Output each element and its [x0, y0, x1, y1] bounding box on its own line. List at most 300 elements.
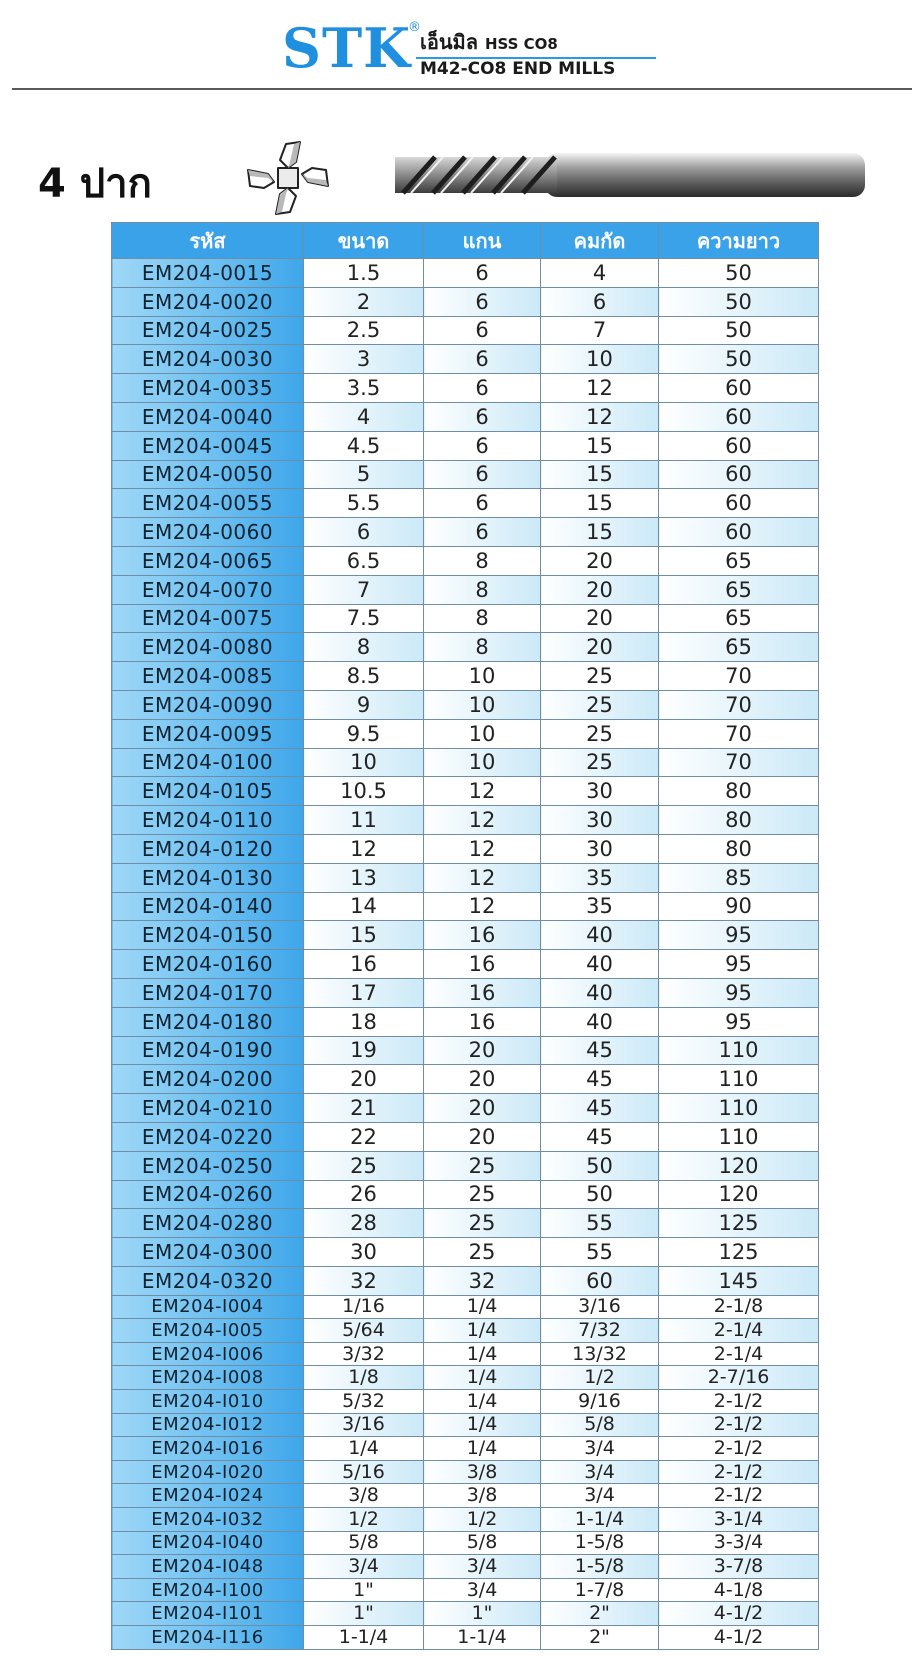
cell-flute-length: 20	[541, 604, 659, 633]
cell-flute-length: 12	[541, 374, 659, 403]
cell-shank: 12	[424, 806, 541, 835]
cell-overall-length: 95	[659, 921, 819, 950]
cell-flute-length: 3/4	[541, 1484, 659, 1508]
cell-code: EM204-0160	[112, 950, 304, 979]
cell-overall-length: 110	[659, 1036, 819, 1065]
cell-shank: 12	[424, 863, 541, 892]
cell-code: EM204-I032	[112, 1508, 304, 1532]
cell-shank: 3/8	[424, 1460, 541, 1484]
table-row	[112, 806, 819, 835]
cell-code: EM204-I012	[112, 1413, 304, 1437]
cell-code: EM204-0050	[112, 460, 304, 489]
cell-overall-length: 70	[659, 719, 819, 748]
cell-flute-length: 45	[541, 1094, 659, 1123]
cell-code: EM204-I048	[112, 1555, 304, 1579]
cell-shank: 32	[424, 1266, 541, 1295]
cell-overall-length: 2-7/16	[659, 1366, 819, 1390]
table-row	[112, 1266, 819, 1295]
table-row	[112, 1484, 819, 1508]
cell-code: EM204-0070	[112, 575, 304, 604]
cell-overall-length: 125	[659, 1209, 819, 1238]
cell-overall-length: 2-1/8	[659, 1295, 819, 1319]
cell-shank: 25	[424, 1238, 541, 1267]
cell-size: 3.5	[304, 374, 424, 403]
cell-flute-length: 1-5/8	[541, 1555, 659, 1579]
cell-code: EM204-0020	[112, 287, 304, 316]
cell-shank: 16	[424, 921, 541, 950]
end-mill-spec-table	[111, 222, 819, 1650]
cell-shank: 3/8	[424, 1484, 541, 1508]
table-row	[112, 1295, 819, 1319]
cell-flute-length: 15	[541, 518, 659, 547]
cell-overall-length: 120	[659, 1180, 819, 1209]
cell-size: 14	[304, 892, 424, 921]
end-mill-cross-section-icon	[238, 138, 338, 218]
cell-flute-length: 7/32	[541, 1319, 659, 1343]
cell-flute-length: 20	[541, 575, 659, 604]
cell-overall-length: 80	[659, 777, 819, 806]
cell-size: 7	[304, 575, 424, 604]
cell-size: 28	[304, 1209, 424, 1238]
cell-overall-length: 90	[659, 892, 819, 921]
cell-flute-length: 25	[541, 690, 659, 719]
cell-flute-length: 2"	[541, 1602, 659, 1626]
table-row	[112, 950, 819, 979]
cell-shank: 10	[424, 690, 541, 719]
table-row	[112, 431, 819, 460]
cell-code: EM204-0190	[112, 1036, 304, 1065]
table-row	[112, 1578, 819, 1602]
table-row	[112, 662, 819, 691]
cell-code: EM204-0170	[112, 978, 304, 1007]
cell-code: EM204-0100	[112, 748, 304, 777]
cell-code: EM204-0060	[112, 518, 304, 547]
cell-flute-length: 25	[541, 719, 659, 748]
cell-shank: 1/4	[424, 1390, 541, 1414]
cell-code: EM204-0110	[112, 806, 304, 835]
cell-shank: 1/4	[424, 1366, 541, 1390]
table-row	[112, 1094, 819, 1123]
cell-size: 3	[304, 345, 424, 374]
cell-overall-length: 65	[659, 633, 819, 662]
cell-shank: 1/2	[424, 1508, 541, 1532]
cell-code: EM204-0095	[112, 719, 304, 748]
cell-shank: 6	[424, 316, 541, 345]
cell-shank: 1/4	[424, 1342, 541, 1366]
registered-mark: ®	[408, 20, 421, 35]
table-row	[112, 1413, 819, 1437]
cell-overall-length: 2-1/4	[659, 1319, 819, 1343]
cell-overall-length: 2-1/4	[659, 1342, 819, 1366]
cell-size: 1-1/4	[304, 1626, 424, 1650]
cell-size: 13	[304, 863, 424, 892]
subtitle: M42-CO8 END MILLS	[420, 59, 616, 79]
table-body	[112, 259, 819, 1650]
cell-code: EM204-I024	[112, 1484, 304, 1508]
cell-shank: 3/4	[424, 1555, 541, 1579]
cell-shank: 1/4	[424, 1437, 541, 1461]
table-row	[112, 863, 819, 892]
cell-size: 18	[304, 1007, 424, 1036]
cell-size: 3/32	[304, 1342, 424, 1366]
cell-overall-length: 65	[659, 575, 819, 604]
cell-flute-length: 40	[541, 978, 659, 1007]
cell-size: 12	[304, 834, 424, 863]
cell-size: 32	[304, 1266, 424, 1295]
cell-code: EM204-I016	[112, 1437, 304, 1461]
cell-size: 1.5	[304, 259, 424, 288]
cell-size: 6.5	[304, 546, 424, 575]
cell-size: 21	[304, 1094, 424, 1123]
cell-shank: 10	[424, 662, 541, 691]
cell-flute-length: 15	[541, 460, 659, 489]
cell-size: 1/8	[304, 1366, 424, 1390]
cell-code: EM204-0280	[112, 1209, 304, 1238]
cell-code: EM204-0180	[112, 1007, 304, 1036]
cell-code: EM204-0150	[112, 921, 304, 950]
cell-shank: 6	[424, 460, 541, 489]
cell-code: EM204-0140	[112, 892, 304, 921]
cell-code: EM204-I010	[112, 1390, 304, 1414]
cell-overall-length: 60	[659, 460, 819, 489]
cell-overall-length: 3-1/4	[659, 1508, 819, 1532]
cell-shank: 6	[424, 518, 541, 547]
flutes-label: 4 ปาก	[38, 161, 152, 207]
table-row	[112, 1460, 819, 1484]
table-row	[112, 518, 819, 547]
cell-size: 5/8	[304, 1531, 424, 1555]
cell-overall-length: 4-1/2	[659, 1602, 819, 1626]
cell-size: 30	[304, 1238, 424, 1267]
cell-overall-length: 60	[659, 518, 819, 547]
header	[0, 0, 922, 92]
table-row	[112, 316, 819, 345]
cell-overall-length: 2-1/2	[659, 1460, 819, 1484]
cell-overall-length: 60	[659, 431, 819, 460]
cell-code: EM204-0040	[112, 402, 304, 431]
cell-size: 3/4	[304, 1555, 424, 1579]
cell-flute-length: 20	[541, 633, 659, 662]
cell-flute-length: 13/32	[541, 1342, 659, 1366]
cell-overall-length: 60	[659, 489, 819, 518]
cell-code: EM204-0130	[112, 863, 304, 892]
cell-size: 6	[304, 518, 424, 547]
cell-shank: 6	[424, 431, 541, 460]
cell-flute-length: 7	[541, 316, 659, 345]
table-row	[112, 777, 819, 806]
cell-overall-length: 50	[659, 259, 819, 288]
cell-overall-length: 4-1/2	[659, 1626, 819, 1650]
cell-size: 1"	[304, 1578, 424, 1602]
table-row	[112, 1508, 819, 1532]
cell-shank: 3/4	[424, 1578, 541, 1602]
cell-overall-length: 3-3/4	[659, 1531, 819, 1555]
cell-code: EM204-0090	[112, 690, 304, 719]
cell-size: 1/16	[304, 1295, 424, 1319]
cell-flute-length: 40	[541, 921, 659, 950]
cell-size: 5/64	[304, 1319, 424, 1343]
cell-shank: 6	[424, 287, 541, 316]
cell-size: 22	[304, 1122, 424, 1151]
cell-size: 9.5	[304, 719, 424, 748]
cell-shank: 16	[424, 978, 541, 1007]
cell-overall-length: 110	[659, 1122, 819, 1151]
cell-overall-length: 2-1/2	[659, 1437, 819, 1461]
cell-code: EM204-0055	[112, 489, 304, 518]
cell-flute-length: 30	[541, 777, 659, 806]
cell-overall-length: 2-1/2	[659, 1484, 819, 1508]
cell-flute-length: 30	[541, 806, 659, 835]
cell-size: 10.5	[304, 777, 424, 806]
cell-flute-length: 20	[541, 546, 659, 575]
cell-size: 1"	[304, 1602, 424, 1626]
cell-overall-length: 95	[659, 978, 819, 1007]
cell-size: 10	[304, 748, 424, 777]
table-row	[112, 1366, 819, 1390]
cell-flute-length: 40	[541, 950, 659, 979]
cell-code: EM204-I101	[112, 1602, 304, 1626]
cell-overall-length: 65	[659, 546, 819, 575]
cell-code: EM204-I006	[112, 1342, 304, 1366]
cell-flute-length: 12	[541, 402, 659, 431]
column-header-flute-length: คมกัด	[541, 223, 659, 259]
table-row	[112, 1602, 819, 1626]
cell-overall-length: 95	[659, 1007, 819, 1036]
table-row	[112, 748, 819, 777]
cell-shank: 8	[424, 633, 541, 662]
cell-overall-length: 4-1/8	[659, 1578, 819, 1602]
cell-overall-length: 110	[659, 1094, 819, 1123]
table-row	[112, 1390, 819, 1414]
cell-shank: 10	[424, 719, 541, 748]
cell-size: 25	[304, 1151, 424, 1180]
table-row	[112, 1342, 819, 1366]
cell-code: EM204-0200	[112, 1065, 304, 1094]
cell-code: EM204-0220	[112, 1122, 304, 1151]
cell-flute-length: 1/2	[541, 1366, 659, 1390]
cell-size: 19	[304, 1036, 424, 1065]
table-row	[112, 1209, 819, 1238]
cell-code: EM204-I040	[112, 1531, 304, 1555]
cell-shank: 8	[424, 546, 541, 575]
cell-shank: 6	[424, 489, 541, 518]
cell-size: 16	[304, 950, 424, 979]
cell-flute-length: 15	[541, 431, 659, 460]
table-row	[112, 978, 819, 1007]
header-divider	[12, 88, 912, 90]
title-thai: เอ็นมิล	[420, 30, 478, 54]
table-row	[112, 921, 819, 950]
cell-size: 7.5	[304, 604, 424, 633]
cell-size: 11	[304, 806, 424, 835]
cell-shank: 1/4	[424, 1413, 541, 1437]
cell-shank: 1-1/4	[424, 1626, 541, 1650]
table-row	[112, 633, 819, 662]
cell-overall-length: 3-7/8	[659, 1555, 819, 1579]
cell-flute-length: 55	[541, 1209, 659, 1238]
cell-shank: 12	[424, 777, 541, 806]
cell-shank: 6	[424, 259, 541, 288]
cell-overall-length: 95	[659, 950, 819, 979]
cell-overall-length: 70	[659, 662, 819, 691]
cell-shank: 20	[424, 1036, 541, 1065]
cell-flute-length: 50	[541, 1180, 659, 1209]
cell-flute-length: 35	[541, 892, 659, 921]
end-mill-side-view-icon	[395, 145, 875, 205]
table-row	[112, 1180, 819, 1209]
title-line	[420, 30, 558, 56]
brand-logo: STK	[282, 16, 412, 80]
table-row	[112, 719, 819, 748]
cell-flute-length: 3/4	[541, 1437, 659, 1461]
cell-code: EM204-0075	[112, 604, 304, 633]
cell-code: EM204-0210	[112, 1094, 304, 1123]
cell-size: 4	[304, 402, 424, 431]
cell-flute-length: 10	[541, 345, 659, 374]
cell-size: 17	[304, 978, 424, 1007]
cell-size: 3/8	[304, 1484, 424, 1508]
cell-code: EM204-I005	[112, 1319, 304, 1343]
table-row	[112, 1065, 819, 1094]
cell-overall-length: 120	[659, 1151, 819, 1180]
cell-code: EM204-0260	[112, 1180, 304, 1209]
cell-shank: 1"	[424, 1602, 541, 1626]
cell-size: 8	[304, 633, 424, 662]
cell-code: EM204-0320	[112, 1266, 304, 1295]
cell-code: EM204-I004	[112, 1295, 304, 1319]
table-row	[112, 575, 819, 604]
table-row	[112, 460, 819, 489]
cell-code: EM204-0105	[112, 777, 304, 806]
cell-flute-length: 60	[541, 1266, 659, 1295]
cell-shank: 25	[424, 1151, 541, 1180]
cell-shank: 5/8	[424, 1531, 541, 1555]
cell-flute-length: 15	[541, 489, 659, 518]
cell-flute-length: 40	[541, 1007, 659, 1036]
cell-shank: 16	[424, 1007, 541, 1036]
cell-flute-length: 25	[541, 662, 659, 691]
cell-overall-length: 125	[659, 1238, 819, 1267]
cell-flute-length: 5/8	[541, 1413, 659, 1437]
table-row	[112, 1437, 819, 1461]
cell-overall-length: 2-1/2	[659, 1413, 819, 1437]
cell-shank: 1/4	[424, 1295, 541, 1319]
cell-overall-length: 50	[659, 287, 819, 316]
cell-size: 9	[304, 690, 424, 719]
cell-flute-length: 3/16	[541, 1295, 659, 1319]
table-row	[112, 604, 819, 633]
cell-size: 26	[304, 1180, 424, 1209]
cell-overall-length: 50	[659, 316, 819, 345]
column-header-code: รหัส	[112, 223, 304, 259]
cell-code: EM204-0120	[112, 834, 304, 863]
cell-shank: 6	[424, 402, 541, 431]
cell-size: 3/16	[304, 1413, 424, 1437]
cell-flute-length: 55	[541, 1238, 659, 1267]
cell-size: 5/16	[304, 1460, 424, 1484]
cell-size: 2.5	[304, 316, 424, 345]
column-header-overall-length: ความยาว	[659, 223, 819, 259]
cell-code: EM204-0035	[112, 374, 304, 403]
cell-flute-length: 1-1/4	[541, 1508, 659, 1532]
cell-overall-length: 145	[659, 1266, 819, 1295]
table-header-row	[112, 223, 819, 259]
cell-size: 5	[304, 460, 424, 489]
cell-code: EM204-0015	[112, 259, 304, 288]
cell-shank: 25	[424, 1180, 541, 1209]
column-header-shank: แกน	[424, 223, 541, 259]
cell-shank: 6	[424, 374, 541, 403]
cell-flute-length: 9/16	[541, 1390, 659, 1414]
cell-shank: 16	[424, 950, 541, 979]
cell-size: 15	[304, 921, 424, 950]
table-row	[112, 374, 819, 403]
cell-shank: 20	[424, 1065, 541, 1094]
table-row	[112, 1531, 819, 1555]
table-row	[112, 287, 819, 316]
cell-shank: 12	[424, 834, 541, 863]
cell-size: 5/32	[304, 1390, 424, 1414]
cell-code: EM204-I008	[112, 1366, 304, 1390]
cell-code: EM204-I116	[112, 1626, 304, 1650]
table-row	[112, 489, 819, 518]
cell-code: EM204-0300	[112, 1238, 304, 1267]
title-grade: HSS CO8	[484, 35, 558, 53]
cell-flute-length: 1-5/8	[541, 1531, 659, 1555]
cell-size: 1/4	[304, 1437, 424, 1461]
table-row	[112, 834, 819, 863]
table-row	[112, 1319, 819, 1343]
cell-code: EM204-0025	[112, 316, 304, 345]
cell-shank: 20	[424, 1094, 541, 1123]
table-row	[112, 690, 819, 719]
cell-flute-length: 1-7/8	[541, 1578, 659, 1602]
cell-size: 5.5	[304, 489, 424, 518]
cell-overall-length: 2-1/2	[659, 1390, 819, 1414]
table-row	[112, 1007, 819, 1036]
cell-shank: 12	[424, 892, 541, 921]
table-row	[112, 892, 819, 921]
table-row	[112, 546, 819, 575]
cell-code: EM204-0250	[112, 1151, 304, 1180]
cell-flute-length: 30	[541, 834, 659, 863]
cell-code: EM204-0080	[112, 633, 304, 662]
cell-overall-length: 60	[659, 374, 819, 403]
cell-shank: 10	[424, 748, 541, 777]
cell-code: EM204-0030	[112, 345, 304, 374]
cell-code: EM204-0065	[112, 546, 304, 575]
cell-overall-length: 85	[659, 863, 819, 892]
cell-overall-length: 80	[659, 806, 819, 835]
cell-shank: 6	[424, 345, 541, 374]
table-row	[112, 259, 819, 288]
cell-code: EM204-I020	[112, 1460, 304, 1484]
column-header-size: ขนาด	[304, 223, 424, 259]
cell-shank: 25	[424, 1209, 541, 1238]
cell-flute-length: 3/4	[541, 1460, 659, 1484]
cell-overall-length: 60	[659, 402, 819, 431]
cell-size: 20	[304, 1065, 424, 1094]
table-row	[112, 402, 819, 431]
cell-code: EM204-I100	[112, 1578, 304, 1602]
cell-flute-length: 50	[541, 1151, 659, 1180]
table-row	[112, 1238, 819, 1267]
table-row	[112, 1036, 819, 1065]
cell-shank: 1/4	[424, 1319, 541, 1343]
cell-size: 4.5	[304, 431, 424, 460]
cell-overall-length: 50	[659, 345, 819, 374]
cell-flute-length: 45	[541, 1122, 659, 1151]
